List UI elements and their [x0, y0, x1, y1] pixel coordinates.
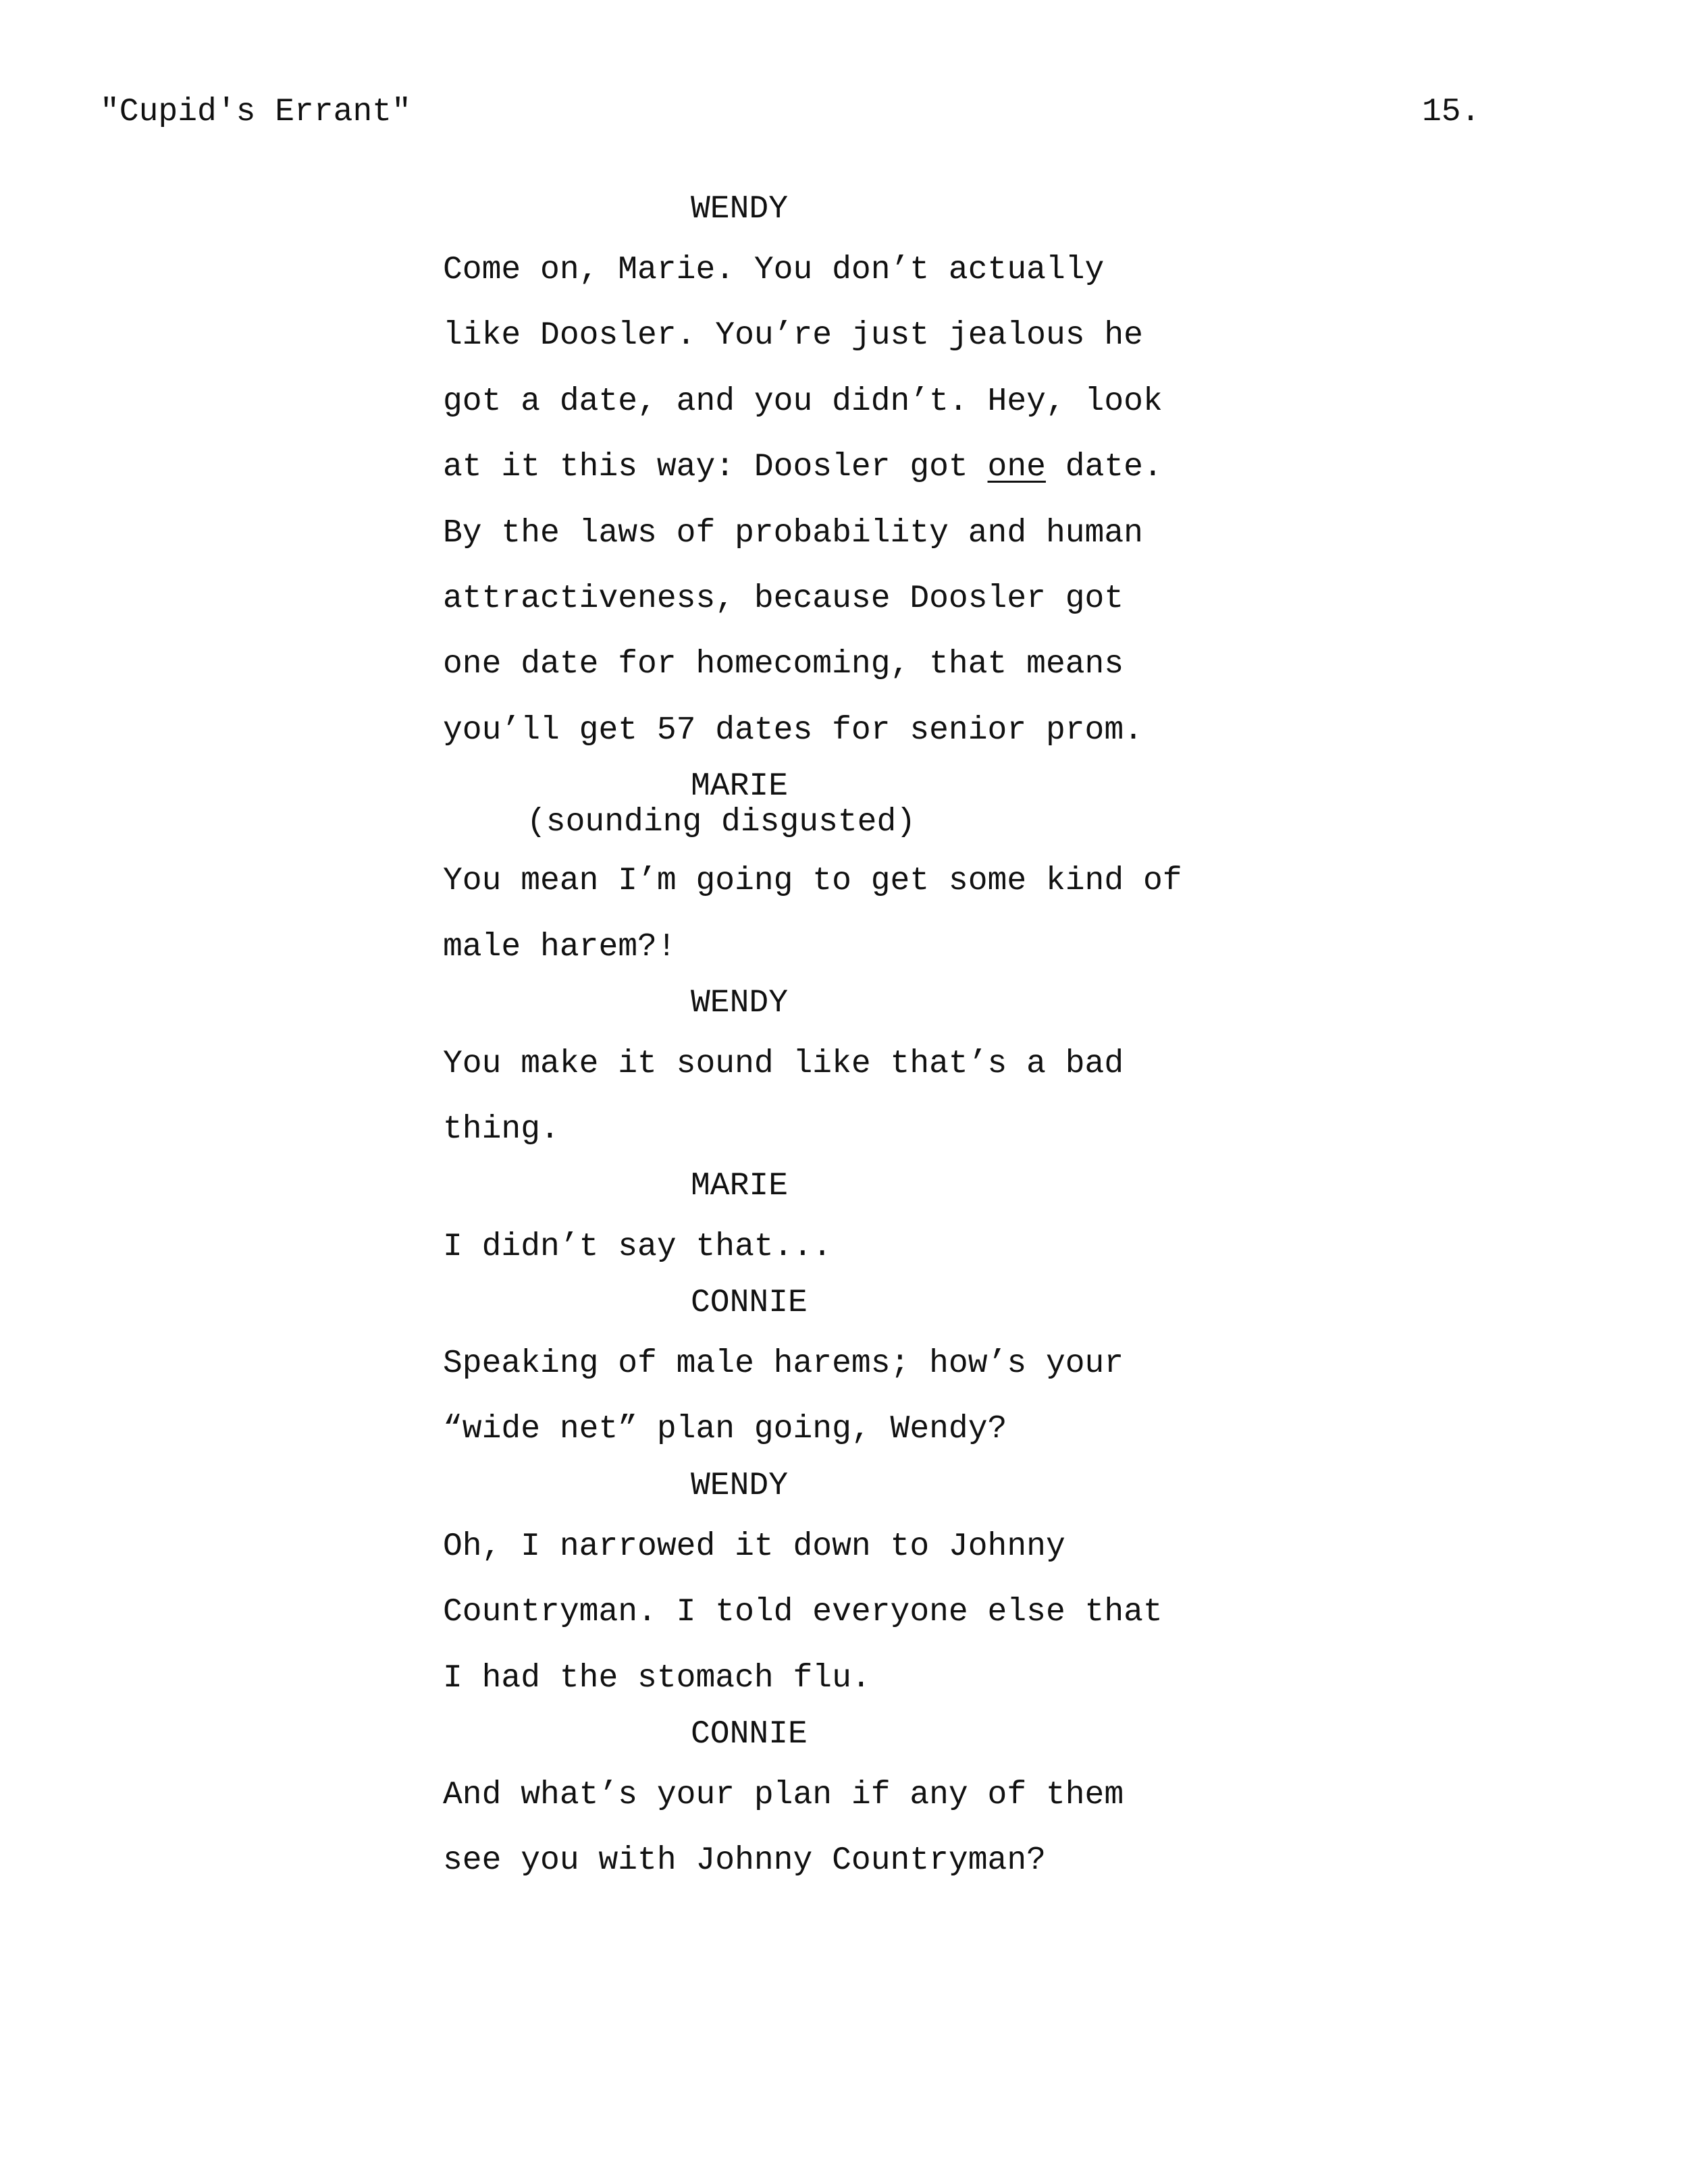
dialogue-block — [443, 1284, 1253, 1463]
dialogue-line: I had the stomach flu. — [443, 1659, 871, 1697]
dialogue-line: You mean I’m going to get some kind of — [443, 863, 1182, 900]
dialogue-line: I didn’t say that... — [443, 1228, 833, 1265]
dialogue-line: Speaking of male harems; how’s your — [443, 1346, 1124, 1383]
dialogue-line: see you with Johnny Countryman? — [443, 1842, 1046, 1880]
dialogue — [443, 849, 1253, 980]
dialogue-line: By the laws of probability and human — [443, 514, 1143, 552]
dialogue — [443, 1763, 1253, 1894]
script-body — [443, 190, 1253, 1894]
dialogue-block — [443, 768, 1253, 980]
dialogue-line: Come on, Marie. You don’t actually — [443, 252, 1105, 288]
page-number: 15. — [1422, 94, 1481, 130]
dialogue-line: at it this way: Doosler got one date. — [443, 449, 1163, 486]
dialogue-block — [443, 1715, 1253, 1894]
dialogue-block — [443, 984, 1253, 1163]
dialogue — [443, 1331, 1253, 1463]
character-name: CONNIE — [691, 1285, 808, 1322]
character-name: WENDY — [691, 984, 789, 1021]
character-name: MARIE — [691, 768, 789, 805]
script-title: "Cupid's Errant" — [100, 94, 411, 130]
dialogue-block — [443, 1467, 1253, 1711]
dialogue-line: like Doosler. You’re just jealous he — [443, 317, 1143, 354]
dialogue — [443, 1215, 1253, 1280]
dialogue-line: male harem?! — [443, 928, 677, 965]
dialogue-line: And what’s your plan if any of them — [443, 1777, 1124, 1814]
dialogue — [443, 1514, 1253, 1711]
character-name: CONNIE — [691, 1716, 808, 1753]
dialogue-line: attractiveness, because Doosler got — [443, 580, 1124, 617]
dialogue-line: “wide net” plan going, Wendy? — [443, 1411, 1007, 1448]
character-name: WENDY — [691, 1467, 789, 1504]
dialogue-line: Countryman. I told everyone else that — [443, 1594, 1163, 1631]
dialogue — [443, 1032, 1253, 1163]
dialogue — [443, 238, 1253, 764]
dialogue-block — [443, 1167, 1253, 1280]
dialogue-line: got a date, and you didn’t. Hey, look — [443, 383, 1163, 420]
dialogue-line: you’ll get 57 dates for senior prom. — [443, 712, 1143, 749]
parenthetical: (sounding disgusted) — [527, 804, 916, 841]
dialogue-line: Oh, I narrowed it down to Johnny — [443, 1528, 1065, 1565]
dialogue-line: thing. — [443, 1111, 560, 1148]
character-name: WENDY — [691, 191, 789, 228]
character-name: MARIE — [691, 1167, 789, 1204]
dialogue-block — [443, 190, 1253, 764]
dialogue-line: You make it sound like that’s a bad — [443, 1045, 1124, 1082]
dialogue-line: one date for homecoming, that means — [443, 646, 1124, 683]
underlined-word: one — [987, 449, 1046, 486]
